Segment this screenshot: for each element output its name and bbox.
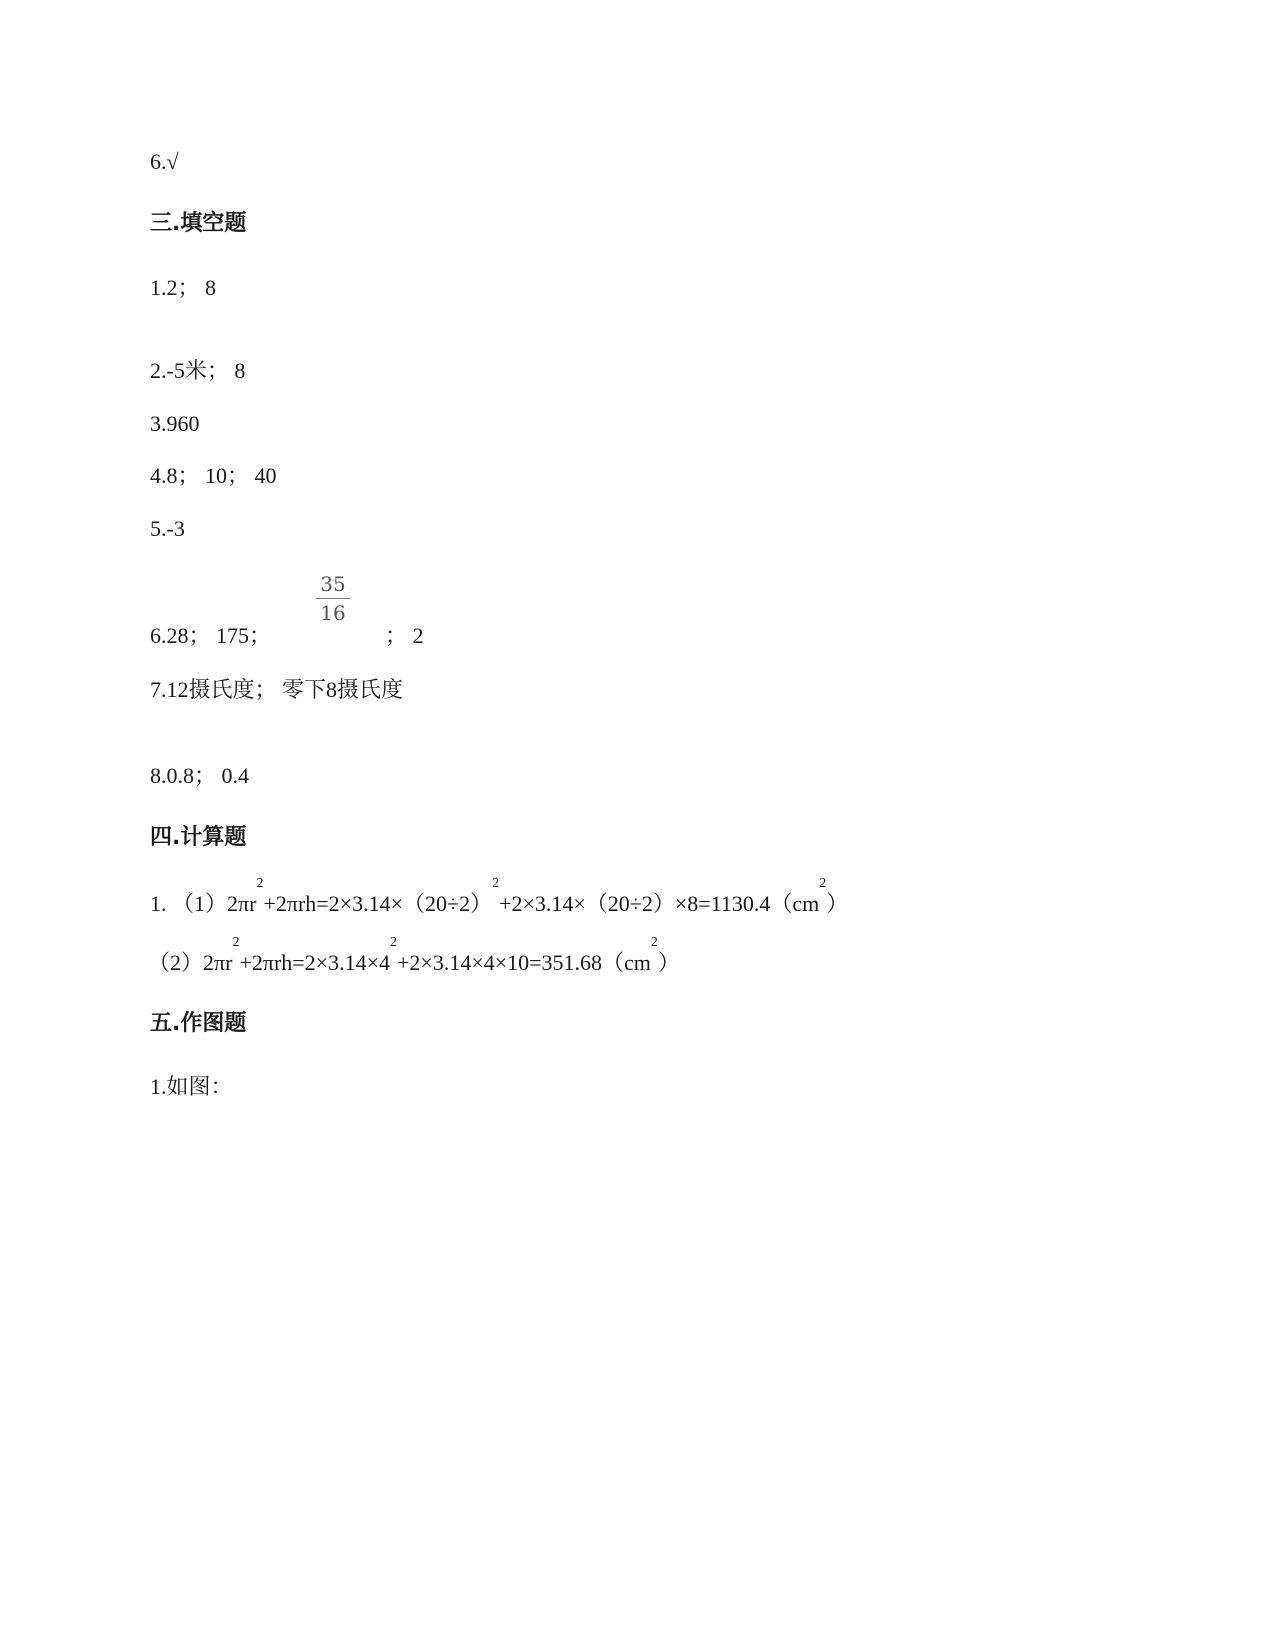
calc-2-part: ）: [657, 950, 680, 975]
calc-1-part: ）: [826, 891, 849, 916]
answer-3-4: 4.8； 10； 40: [150, 463, 277, 488]
answer-3-6-suffix: ； 2: [385, 623, 424, 648]
superscript: 2: [650, 935, 658, 950]
superscript: 2: [232, 935, 240, 950]
calc-answer-2: [148, 935, 680, 977]
superscript: 2: [492, 876, 500, 891]
superscript: 2: [256, 876, 264, 891]
answer-3-7: 7.12摄氏度； 零下8摄氏度: [150, 677, 404, 702]
section-4-heading: 四.计算题: [150, 825, 247, 850]
superscript: 2: [390, 935, 397, 950]
answer-3-2: 2.-5米； 8: [150, 358, 246, 383]
answer-3-6-prefix: 6.28； 175；: [150, 623, 272, 648]
answer-3-1: 1.2； 8: [150, 275, 217, 300]
answer-2-6: 6.√: [150, 149, 179, 174]
answer-3-8: 8.0.8； 0.4: [150, 763, 250, 788]
calc-2-part: （2）2πr: [148, 950, 233, 975]
section-3-heading: 三.填空题: [150, 211, 247, 236]
calc-2-part: +2πrh=2×3.14×4: [239, 950, 390, 975]
answer-3-3: 3.960: [150, 411, 200, 436]
answer-3-5: 5.-3: [150, 516, 185, 541]
fraction-denominator: 16: [320, 601, 346, 625]
superscript: 2: [819, 876, 827, 891]
calc-1-part: +2×3.14×（20÷2）×8=1130.4（cm: [499, 891, 820, 916]
calc-1-part: +2πrh=2×3.14×（20÷2）: [263, 891, 493, 916]
section-5-heading: 五.作图题: [150, 1011, 247, 1036]
fraction-35-16: [316, 572, 350, 625]
calc-1-part: 1. （1）2πr: [150, 891, 257, 916]
fraction-bar: [316, 598, 350, 599]
fraction-numerator: 35: [320, 572, 346, 596]
calc-2-part: +2×3.14×4×10=351.68（cm: [397, 950, 651, 975]
drawing-answer-1: 1.如图：: [150, 1074, 233, 1099]
calc-answer-1: [150, 876, 849, 918]
